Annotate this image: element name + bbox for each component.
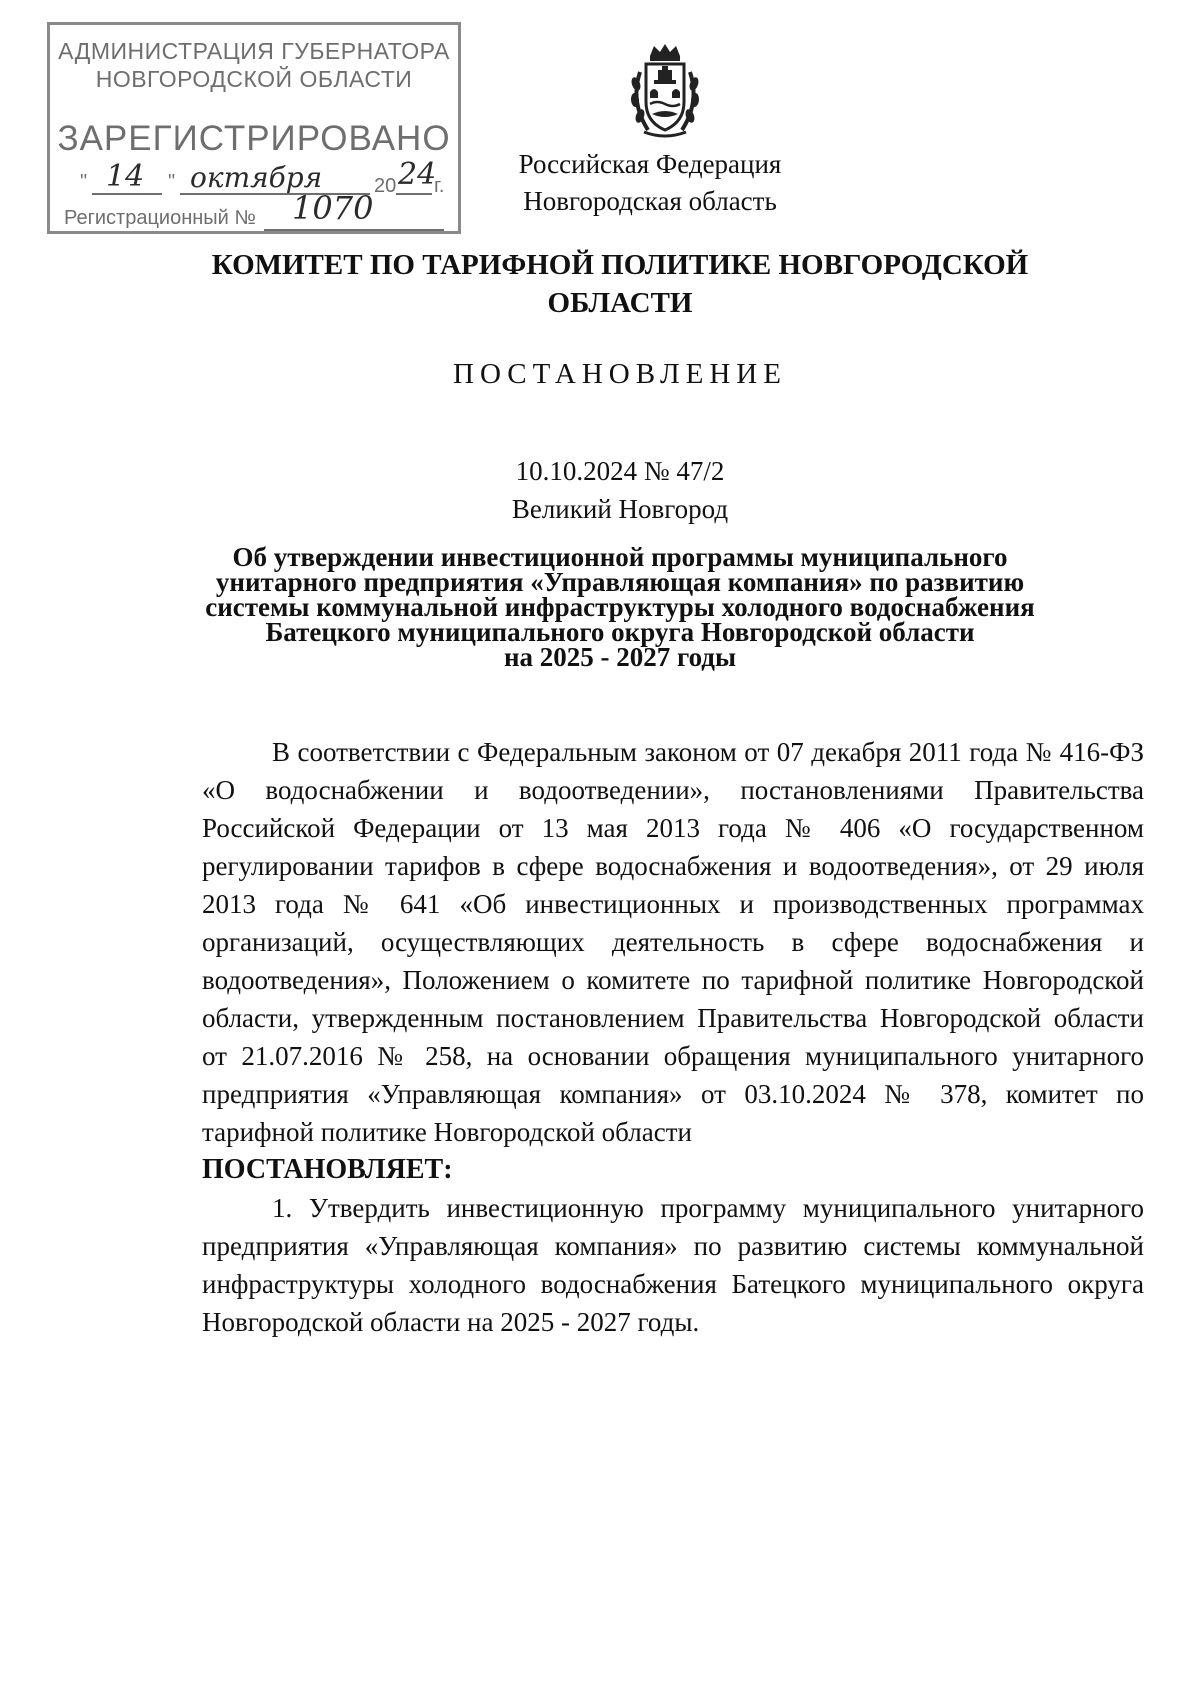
stamp-year-mark: г. <box>434 175 445 197</box>
stamp-registration-number: 1070 <box>292 189 374 227</box>
document-title-line1: Об утверждении инвестиционной программы муниципального <box>232 542 1008 572</box>
document-info <box>400 452 840 528</box>
novgorod-coat-of-arms-icon <box>626 42 704 142</box>
document-title-line3: системы коммунальной инфраструктуры холодного водоснабжения <box>205 592 1035 622</box>
stamp-organization-line2: НОВГОРОДСКОЙ ОБЛАСТИ <box>95 66 413 92</box>
stamp-open-quote: " <box>80 171 88 193</box>
document-title-line2: унитарного предприятия «Управляющая компания» по развитию <box>215 567 1025 597</box>
stamp-organization <box>50 37 458 93</box>
resolution-item-1: 1. Утвердить инвестиционную программу муниципального унитарного предприятия «Управляющая компания» по развитию системы коммунальной инфраструктуры холодного водоснабжения Батецкого муниципального округа Новгородской области на 2025 - 2027 годы. <box>202 1193 1144 1337</box>
document-date-number: 10.10.2024 № 47/2 <box>515 456 725 486</box>
document-city: Великий Новгород <box>511 494 729 524</box>
committee-name <box>180 246 1060 322</box>
country-name: Российская Федерация <box>518 149 782 179</box>
issuer-block <box>480 146 820 220</box>
stamp-number-line <box>264 229 444 231</box>
stamp-registration-row <box>64 189 454 235</box>
stamp-year-prefix: 20 <box>374 175 397 197</box>
stamp-registration-label: Регистрационный № <box>64 207 256 229</box>
document-title-line5: на 2025 - 2027 годы <box>503 642 737 672</box>
stamp-date-row <box>80 157 460 205</box>
registration-stamp <box>47 22 461 234</box>
committee-name-line2: ОБЛАСТИ <box>547 287 693 319</box>
region-name: Новгородская область <box>523 186 777 216</box>
stamp-close-quote: " <box>168 171 176 193</box>
resolves-heading: ПОСТАНОВЛЯЕТ: <box>202 1154 453 1185</box>
document-title-line4: Батецкого муниципального округа Новгородской области <box>265 617 975 647</box>
stamp-organization-line1: АДМИНИСТРАЦИЯ ГУБЕРНАТОРА <box>58 38 450 64</box>
committee-name-line1: КОМИТЕТ ПО ТАРИФНОЙ ПОЛИТИКЕ НОВГОРОДСКОЙ <box>211 249 1029 281</box>
preamble-paragraph: В соответствии с Федеральным законом от 07 декабря 2011 года № 416-ФЗ «О водоснабжении и водоотведении», постановлениями Правительства Российской Федерации от 13 мая 2013 года № 406 «О государственном регулировании тарифов в сфере водоснабжения и водоотведения», от 29 июля 2013 года № 641 «Об инвестиционных и производственных программах организаций, осуществляющих деятельность в сфере водоснабжения и водоотведения», Положением о комитете по тарифной политике Новгородской области, утвержденным постановлением Правительства Новгородской области от 21.07.2016 № 258, на основании обращения муниципального унитарного предприятия «Управляющая компания» от 03.10.2024 № 378, комитет по тарифной политике Новгородской области <box>202 737 1144 1147</box>
stamp-year-line <box>396 193 432 195</box>
stamp-day: 14 <box>106 159 145 194</box>
stamp-month: октября <box>190 161 323 194</box>
stamp-registered-label: ЗАРЕГИСТРИРОВАНО <box>57 119 451 158</box>
stamp-year-suffix: 24 <box>398 157 437 192</box>
document-type: ПОСТАНОВЛЕНИЕ <box>453 358 787 390</box>
document-title <box>170 542 1070 672</box>
document-body <box>202 733 1144 1341</box>
